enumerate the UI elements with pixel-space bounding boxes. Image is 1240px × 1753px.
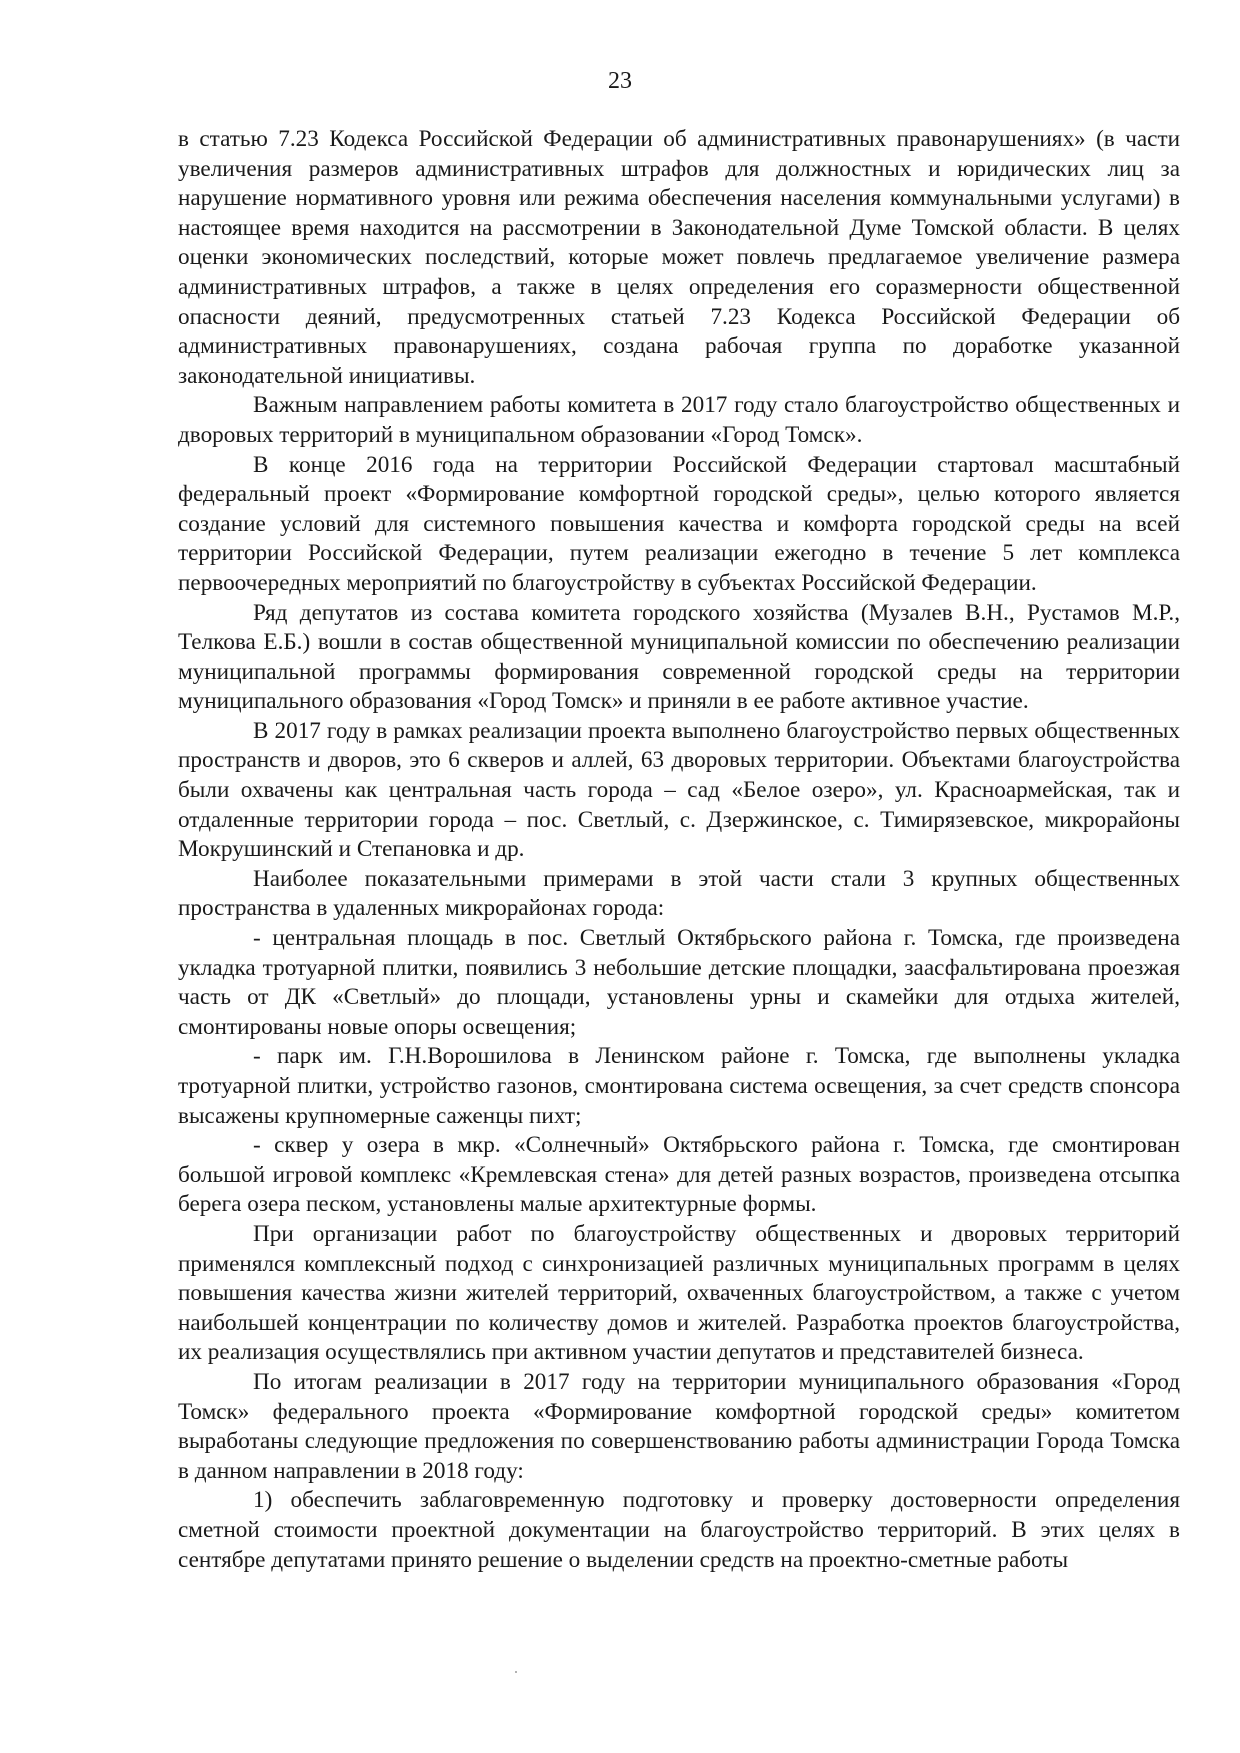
paragraph: В 2017 году в рамках реализации проекта выполнено благоустройство первых общественных пространств и дворов, это 6 скверов и аллей, 63 дворовых территории. Объектами благоустройства были охвачены как центральная часть города – сад «Белое озеро», ул. Красноармейская, так и отдаленные территории города – пос. Светлый, с. Дзержинское, с. Тимирязевское, микрорайоны Мокрушинский и Степановка и др. <box>178 717 1180 863</box>
document-body <box>178 125 1180 1575</box>
paragraph: При организации работ по благоустройству общественных и дворовых территорий применялся комплексный подход с синхронизацией различных муниципальных программ в целях повышения качества жизни жителей территорий, охваченных благоустройством, а также с учетом наибольшей концентрации по количеству домов и жителей. Разработка проектов благоустройства, их реализация осуществлялись при активном участии депутатов и представителей бизнеса. <box>178 1220 1180 1366</box>
paragraph: Ряд депутатов из состава комитета городского хозяйства (Музалев В.Н., Рустамов М.Р., Телкова Е.Б.) вошли в состав общественной муниципальной комиссии по обеспечению реализации муниципальной программы формирования современной городской среды на территории муниципального образования «Город Томск» и приняли в ее работе активное участие. <box>178 599 1180 715</box>
paragraph-continuation: в статью 7.23 Кодекса Российской Федерации об административных правонарушениях» (в части увеличения размеров административных штрафов для должностных и юридических лиц за нарушение нормативного уровня или режима обеспечения населения коммунальными услугами) в настоящее время находится на рассмотрении в Законодательной Думе Томской области. В целях оценки экономических последствий, которые может повлечь предлагаемое увеличение размера административных штрафов, а также в целях определения его соразмерности общественной опасности деяний, предусмотренных статьей 7.23 Кодекса Российской Федерации об административных правонарушениях, создана рабочая группа по доработке указанной законодательной инициативы. <box>178 126 1180 389</box>
paragraph: Наиболее показательными примерами в этой части стали 3 крупных общественных пространства в удаленных микрорайонах города: <box>178 865 1180 922</box>
list-item: - сквер у озера в мкр. «Солнечный» Октябрьского района г. Томска, где смонтирован большой игровой комплекс «Кремлевская стена» для детей разных возрастов, произведена отсыпка берега озера песком, установлены малые архитектурные формы. <box>178 1132 1180 1218</box>
numbered-item: 1) обеспечить заблаговременную подготовку и проверку достоверности определения сметной стоимости проектной документации на благоустройство территорий. В этих целях в сентябре депутатами принято решение о выделении средств на проектно-сметные работы <box>178 1487 1180 1573</box>
scan-speck <box>515 1671 517 1673</box>
paragraph: В конце 2016 года на территории Российской Федерации стартовал масштабный федеральный проект «Формирование комфортной городской среды», целью которого является создание условий для системного повышения качества и комфорта городской среды на всей территории Российской Федерации, путем реализации ежегодно в течение 5 лет комплекса первоочередных мероприятий по благоустройству в субъектах Российской Федерации. <box>178 451 1180 596</box>
paragraph: Важным направлением работы комитета в 2017 году стало благоустройство общественных и дворовых территорий в муниципальном образовании «Город Томск». <box>178 392 1180 448</box>
paragraph: По итогам реализации в 2017 году на территории муниципального образования «Город Томск» федерального проекта «Формирование комфортной городской среды» комитетом выработаны следующие предложения по совершенствованию работы администрации Города Томска в данном направлении в 2018 году: <box>178 1368 1180 1484</box>
page-number: 23 <box>608 68 632 94</box>
list-item: - парк им. Г.Н.Ворошилова в Ленинском районе г. Томска, где выполнены укладка тротуарной плитки, устройство газонов, смонтирована система освещения, за счет средств спонсора высажены крупномерные саженцы пихт; <box>178 1043 1180 1129</box>
list-item: - центральная площадь в пос. Светлый Октябрьского района г. Томска, где произведена укладка тротуарной плитки, появились 3 небольшие детские площадки, заасфальтирована проезжая часть от ДК «Светлый» до площади, установлены урны и скамейки для отдыха жителей, смонтированы новые опоры освещения; <box>178 925 1180 1040</box>
